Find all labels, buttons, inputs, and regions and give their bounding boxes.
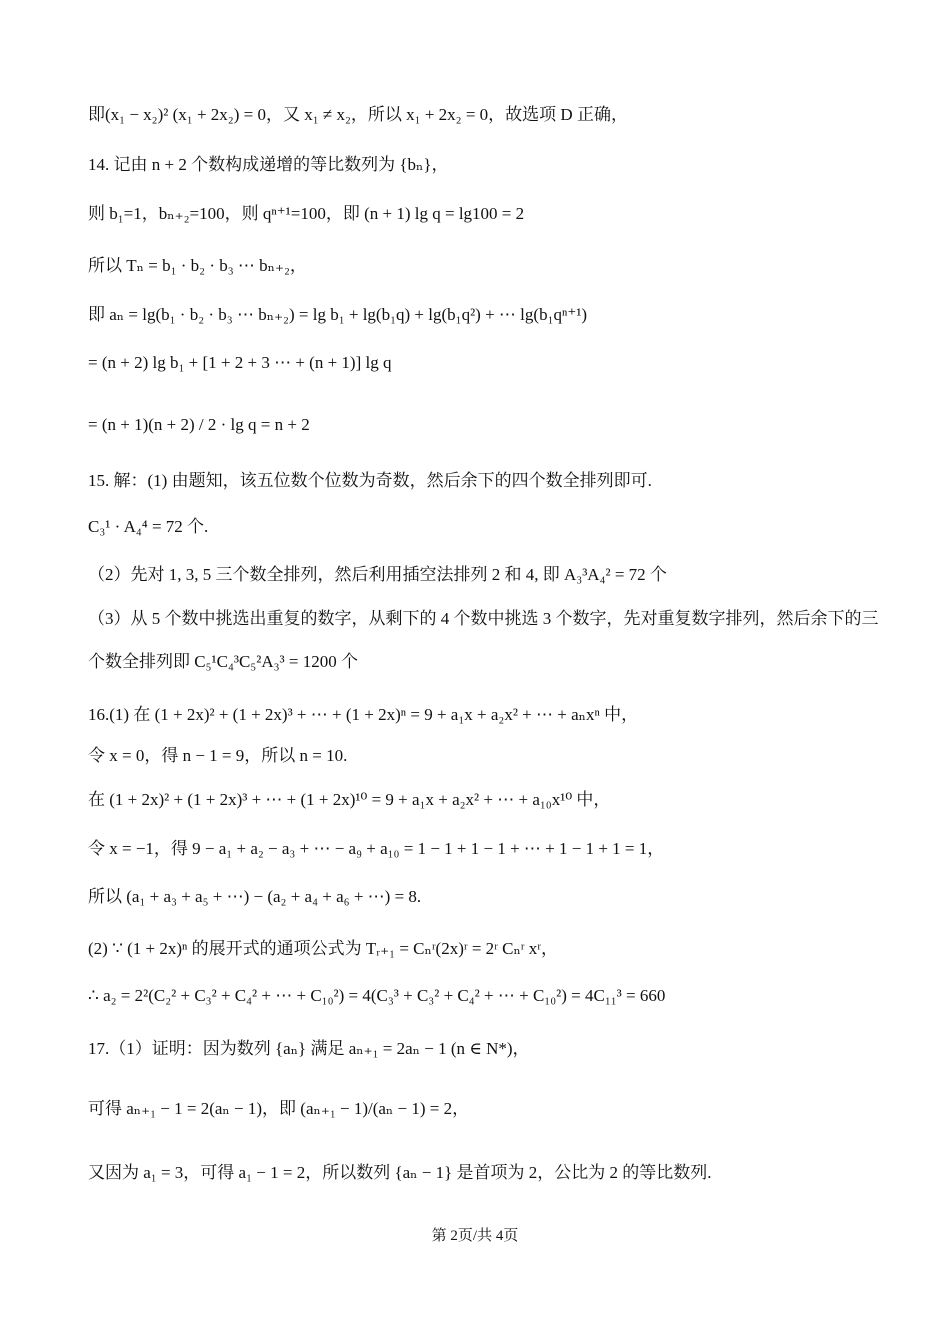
line-15-part3: （3）从 5 个数中挑选出重复的数字，从剩下的 4 个数中挑选 3 个数字，先对重复数字排列，然后余下的三 [88,609,879,628]
line-16-part2-answer: ∴ a₂ = 2²(C₂² + C₃² + C₄² + ⋯ + C₁₀²) = 4(C₃³ + C₃² + C₄² + ⋯ + C₁₀²) = 4C₁₁³ = 660 [88,986,666,1005]
line-14-title: 14. 记由 n + 2 个数构成递增的等比数列为 {bₙ}， [88,155,449,174]
line-13-conclusion: 即(x₁ − x₂)² (x₁ + 2x₂) = 0，又 x₁ ≠ x₂，所以 x₁ + 2x₂ = 0，故选项 D 正确， [88,105,628,124]
line-17-ratio: 可得 aₙ₊₁ − 1 = 2(aₙ − 1)，即 (aₙ₊₁ − 1)/(aₙ − 1) = 2， [88,1099,470,1118]
line-16-part2: (2) ∵ (1 + 2x)ⁿ 的展开式的通项公式为 Tᵣ₊₁ = Cₙʳ(2x)ʳ = 2ʳ Cₙʳ xʳ， [88,939,558,958]
line-14-log-sum: 即 aₙ = lg(b₁ · b₂ · b₃ ⋯ bₙ₊₂) = lg b₁ + lg(b₁q) + lg(b₁q²) + ⋯ lg(b₁qⁿ⁺¹) [88,305,588,324]
line-17-conclusion: 又因为 a₁ = 3，可得 a₁ − 1 = 2，所以数列 {aₙ − 1} 是首项为 2，公比为 2 的等比数列. [88,1163,712,1182]
line-14-given: 则 b₁=1，bₙ₊₂=100，则 qⁿ⁺¹=100，即 (n + 1) lg q = lg100 = 2 [88,204,525,223]
line-15-part2: （2）先对 1, 3, 5 三个数全排列，然后利用插空法排列 2 和 4, 即 A₃³A₄² = 72 个 [88,565,667,584]
line-14-simplify: = (n + 2) lg b₁ + [1 + 2 + 3 ⋯ + (n + 1)] lg q [88,353,392,372]
line-16-part1: 16.(1) 在 (1 + 2x)² + (1 + 2x)³ + ⋯ + (1 + 2x)ⁿ = 9 + a₁x + a₂x² + ⋯ + aₙxⁿ 中， [88,705,639,724]
line-15-part1-answer: C₃¹ · A₄⁴ = 72 个. [88,517,209,536]
page-footer: 第 2页/共 4页 [431,1228,519,1244]
line-16-expansion: 在 (1 + 2x)² + (1 + 2x)³ + ⋯ + (1 + 2x)¹⁰ = 9 + a₁x + a₂x² + ⋯ + a₁₀x¹⁰ 中， [88,790,611,809]
line-17-proof: 17.（1）证明：因为数列 {aₙ} 满足 aₙ₊₁ = 2aₙ − 1 (n ∈ N*)， [88,1039,530,1058]
line-15-part3-answer: 个数全排列即 C₅¹C₄³C₅²A₃³ = 1200 个 [88,652,358,671]
line-16-n-value: 令 x = 0，得 n − 1 = 9，所以 n = 10. [88,746,348,765]
line-16-substitute: 令 x = −1，得 9 − a₁ + a₂ − a₃ + ⋯ − a₉ + a₁₀ = 1 − 1 + 1 − 1 + ⋯ + 1 − 1 + 1 = 1， [88,839,665,858]
line-16-difference: 所以 (a₁ + a₃ + a₅ + ⋯) − (a₂ + a₄ + a₆ + ⋯) = 8. [88,887,422,906]
line-15-part1: 15. 解：(1) 由题知，该五位数个位数为奇数，然后余下的四个数全排列即可. [88,471,652,490]
line-14-result: = (n + 1)(n + 2) / 2 · lg q = n + 2 [88,415,310,434]
line-14-product: 所以 Tₙ = b₁ · b₂ · b₃ ⋯ bₙ₊₂， [88,256,307,275]
